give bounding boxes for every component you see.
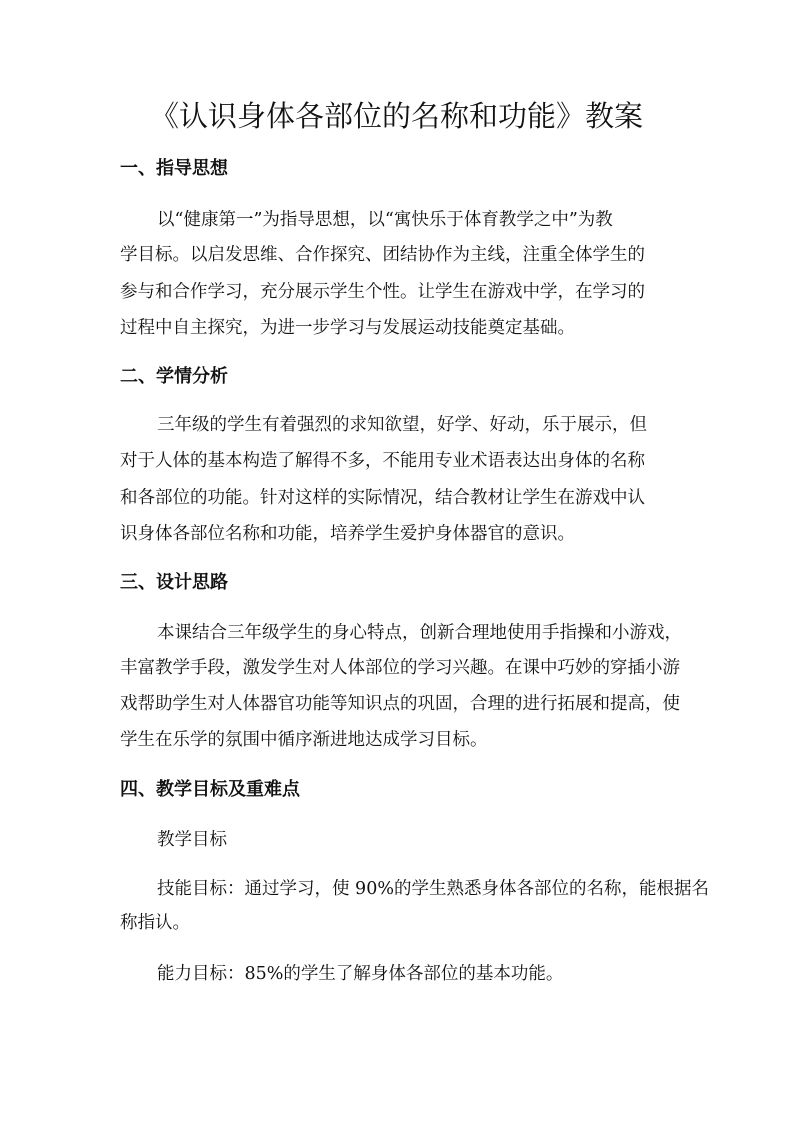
paragraph-line: 参与和合作学习，充分展示学生个性。让学生在游戏中学，在学习的: [120, 282, 645, 302]
paragraph-line: 本课结合三年级学生的身心特点，创新合理地使用手指操和小游戏，: [157, 623, 682, 643]
subheading-teaching-objectives: 教学目标: [157, 830, 227, 850]
paragraph-line: 能力目标：85%的学生了解身体各部位的基本功能。: [157, 964, 564, 984]
paragraph-line: 对于人体的基本构造了解得不多，不能用专业术语表达出身体的名称: [120, 451, 645, 471]
paragraph-line: 识身体各部位名称和功能，培养学生爱护身体器官的意识。: [120, 524, 575, 544]
section-heading-teaching-objectives: 四、教学目标及重难点: [120, 779, 300, 800]
paragraph-line: 学生在乐学的氛围中循序渐进地达成学习目标。: [120, 730, 488, 750]
page-title: 《认识身体各部位的名称和功能》教案: [149, 99, 643, 133]
paragraph-line: 过程中自主探究，为进一步学习与发展运动技能奠定基础。: [120, 318, 575, 338]
paragraph-line: 三年级的学生有着强烈的求知欲望，好学、好动，乐于展示，但: [157, 415, 647, 435]
section-heading-learner-analysis: 二、学情分析: [120, 366, 228, 387]
paragraph-line: 丰富教学手段，激发学生对人体部位的学习兴趣。在课中巧妙的穿插小游: [120, 658, 680, 678]
paragraph-line: 技能目标：通过学习，使 90%的学生熟悉身体各部位的名称，能根据名: [157, 879, 709, 899]
paragraph-line: 称指认。: [120, 913, 190, 933]
section-heading-design-approach: 三、设计思路: [120, 572, 228, 593]
paragraph-line: 和各部位的功能。针对这样的实际情况，结合教材让学生在游戏中认: [120, 488, 645, 508]
paragraph-line: 戏帮助学生对人体器官功能等知识点的巩固，合理的进行拓展和提高，使: [120, 694, 680, 714]
section-heading-guiding-ideology: 一、指导思想: [120, 158, 228, 179]
paragraph-line: 以“健康第一”为指导思想，以“寓快乐于体育教学之中”为教: [157, 210, 613, 230]
paragraph-line: 学目标。以启发思维、合作探究、团结协作为主线，注重全体学生的: [120, 245, 645, 265]
